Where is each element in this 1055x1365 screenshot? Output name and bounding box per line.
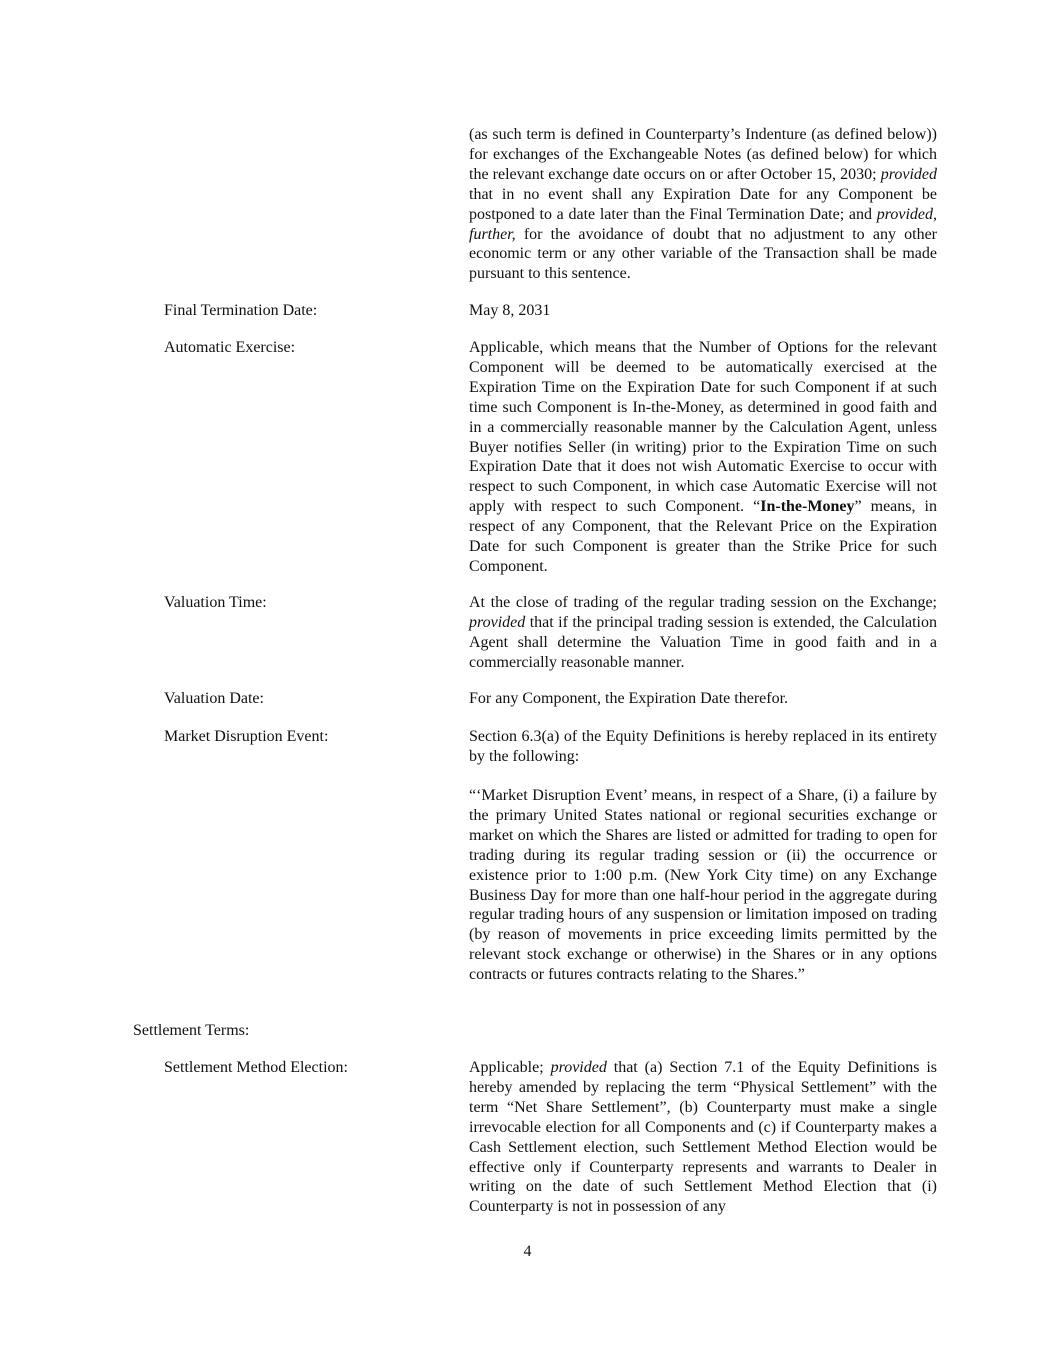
- valuation-date-value: For any Component, the Expiration Date therefor.: [469, 690, 789, 707]
- market-disruption-event-label: Market Disruption Event:: [164, 728, 329, 745]
- valuation-time-text-1: At the close of trading of the regular trading session on the Exchange;: [469, 594, 937, 611]
- valuation-time-text-2: that if the principal trading session is extended, the Calculation Agent shall determine the Valuation Time in good faith and in a commercially reasonable manner.: [469, 613, 937, 671]
- final-termination-date-value: May 8, 2031: [469, 302, 551, 319]
- settlement-method-election-label: Settlement Method Election:: [164, 1059, 348, 1076]
- intro-text-1: (as such term is defined in Counterparty’s Indenture (as defined below)) for exchanges of the Exchangeable Notes (as defined below) for which the relevant exchange date occurs on or after October 15, 2030;: [469, 126, 937, 183]
- valuation-time-value: [469, 593, 937, 673]
- settlement-method-text-2: that (a) Section 7.1 of the Equity Definitions is hereby amended by replacing the term “Physical Settlement” with the term “Net Share Settlement”, (b) Counterparty must make a single irrevocable election for all Components and (c) if Counterparty makes a Cash Settlement election, such Settlement Method Election would be effective only if Counterparty represents and warrants to Dealer in writing on the date of such Settlement Method Election that (i) Counterparty is not in possession of any: [469, 1059, 938, 1216]
- valuation-date-label: Valuation Date:: [164, 690, 264, 707]
- settlement-method-text-1: Applicable;: [469, 1059, 551, 1076]
- page-number: 4: [523, 1243, 532, 1260]
- market-disruption-event-value: Section 6.3(a) of the Equity Definitions is hereby replaced in its entirety by the following:: [469, 728, 937, 765]
- intro-paragraph: [469, 125, 937, 284]
- automatic-exercise-text-2: ” means, in respect of any Component, that the Relevant Price on the Expiration Date for such Component is greater than the Strike Price for such Component.: [469, 498, 938, 575]
- in-the-money-term: In-the-Money: [760, 498, 855, 516]
- settlement-method-election-value: [469, 1058, 937, 1217]
- intro-text-3: for the avoidance of doubt that no adjustment to any other economic term or any other variable of the Transaction shall be made pursuant to this sentence.: [469, 225, 937, 283]
- automatic-exercise-value: [469, 338, 937, 577]
- intro-text-2: that in no event shall any Expiration Date for any Component be postponed to a date later than the Final Termination Date; and: [469, 185, 937, 223]
- intro-italic-1: provided: [880, 165, 937, 183]
- settlement-method-italic: provided: [550, 1059, 607, 1076]
- automatic-exercise-text-1: Applicable, which means that the Number of Options for the relevant Component will be deemed to be automatically exercised at the Expiration Time on the Expiration Date for such Component if at such time such Component is In-the-Money, as determined in good faith and in a commercially reasonable manner by the Calculation Agent, unless Buyer notifies Seller (in writing) prior to the Expiration Time on such Expiration Date that it does not wish Automatic Exercise to occur with respect to such Component, in which case Automatic Exercise will not apply with respect to such Component. “: [469, 339, 937, 516]
- final-termination-date-label: Final Termination Date:: [164, 302, 318, 319]
- automatic-exercise-label: Automatic Exercise:: [164, 339, 296, 356]
- intro-italic-2: provided, further,: [469, 205, 937, 243]
- valuation-time-label: Valuation Time:: [164, 594, 267, 611]
- market-disruption-event-quote: “‘Market Disruption Event’ means, in respect of a Share, (i) a failure by the primary United States national or regional securities exchange or market on which the Shares are listed or admitted for trading to open for trading during its regular trading session or (ii) the occurrence or existence prior to 1:00 p.m. (New York City time) on any Exchange Business Day for more than one half-hour period in the aggregate during regular trading hours of any suspension or limitation imposed on trading (by reason of movements in price exceeding limits permitted by the relevant stock exchange or otherwise) in the Shares or in any options contracts or futures contracts relating to the Shares.”: [469, 787, 937, 984]
- settlement-terms-heading: Settlement Terms:: [133, 1022, 250, 1039]
- valuation-time-italic: provided: [469, 613, 526, 631]
